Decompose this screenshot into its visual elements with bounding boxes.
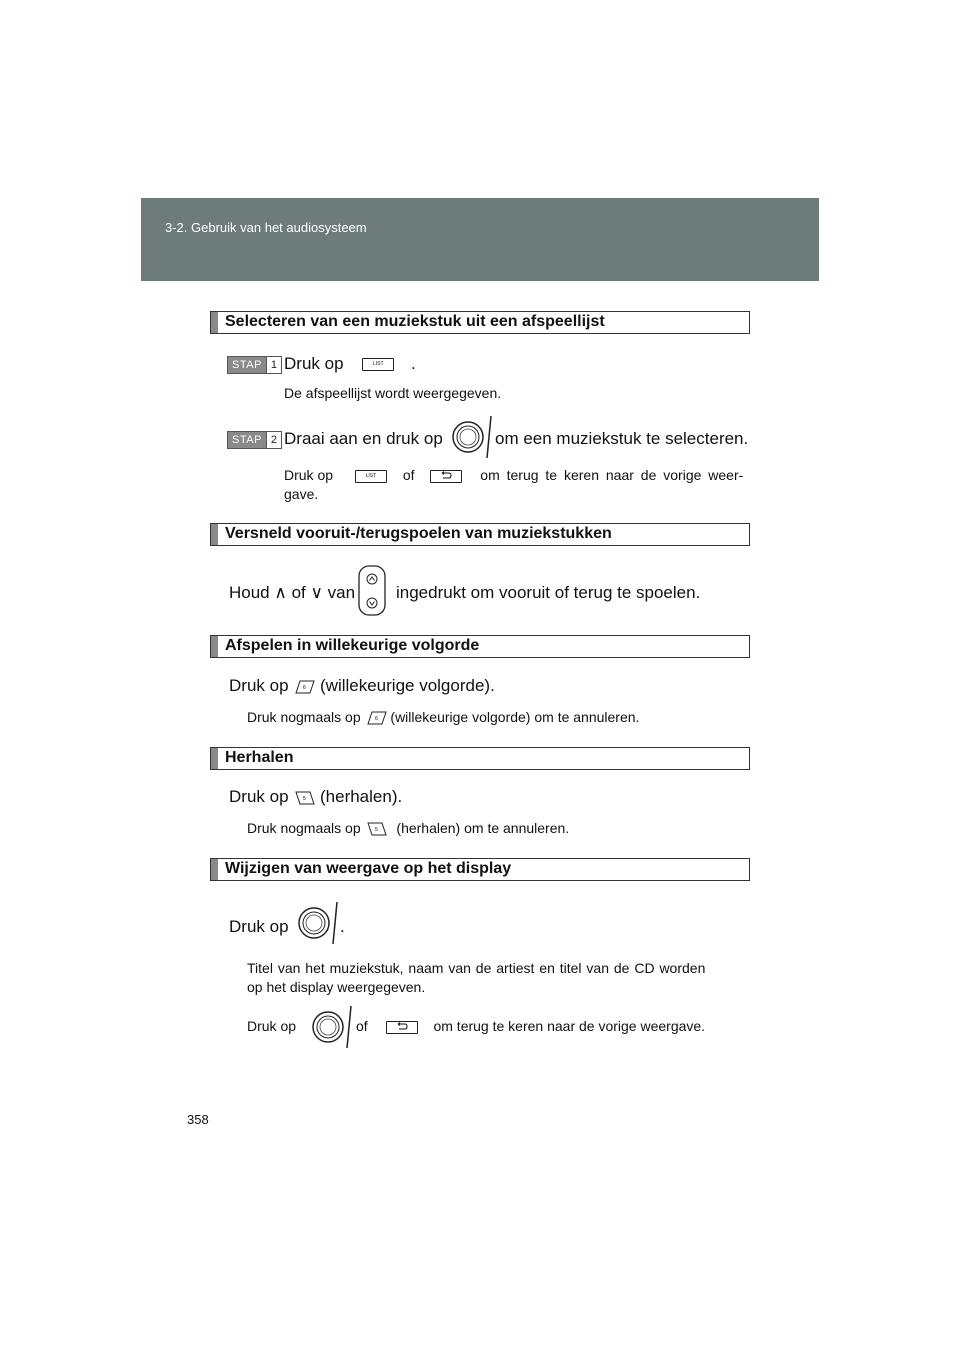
note-text: om terug te keren naar de vorige weer-: [480, 467, 744, 483]
back-button-icon: [430, 470, 462, 483]
step-number: 1: [266, 357, 281, 373]
tune-select-knob-icon: [448, 414, 494, 460]
step1-period: .: [411, 354, 416, 373]
section-title: Versneld vooruit-/terugspoelen van muziekstukken: [225, 525, 612, 542]
step2-note-line2: gave.: [284, 486, 319, 502]
seek-track-button-icon: [358, 565, 388, 617]
text: van: [327, 583, 356, 602]
step-word: STAP: [228, 432, 266, 448]
section-heading-playlist: [210, 311, 750, 334]
preset-6-button-icon: [295, 680, 315, 694]
text: (willekeurige volgorde) om te annuleren.: [390, 709, 640, 725]
text: Druk nogmaals op: [247, 709, 361, 725]
note-text: Druk op: [284, 467, 334, 483]
step1-text: Druk op: [284, 354, 344, 373]
seek-text-a: [229, 583, 355, 603]
text: Druk nogmaals op: [247, 820, 361, 836]
step1-line: [284, 354, 416, 374]
text: Houd: [229, 583, 270, 602]
step-badge-1: [227, 356, 282, 374]
repeat-line: [229, 787, 402, 807]
tune-select-knob-icon: [310, 1004, 356, 1050]
section-title: Wijzigen van weergave op het display: [225, 860, 512, 877]
section-title: Herhalen: [225, 749, 294, 766]
list-button-label: LIST: [365, 472, 377, 479]
note-of: of: [402, 467, 415, 483]
back-button-icon: [386, 1021, 418, 1034]
step2-text-a: Draai aan en druk op: [284, 429, 443, 448]
section-heading-repeat: [210, 747, 750, 770]
text: (herhalen) om te annuleren.: [396, 820, 570, 836]
up-symbol: ∧: [274, 583, 287, 602]
preset-6-label: 6: [374, 716, 378, 723]
display-text-a: Druk op: [229, 917, 289, 936]
display-note-1b: op het display weergegeven.: [247, 979, 426, 995]
seek-text-b: ingedrukt om vooruit of terug te spoelen.: [396, 583, 701, 602]
display-note-1a: Titel van het muziekstuk, naam van de artiest en titel van de CD worden: [247, 960, 706, 976]
list-button-icon: [355, 470, 387, 483]
chapter-title: 3-2. Gebruik van het audiosysteem: [165, 220, 367, 235]
preset-5-button-icon: [367, 822, 387, 836]
text: Druk op: [229, 676, 289, 695]
section-heading-display: [210, 858, 750, 881]
preset-5-label: 5: [374, 827, 378, 834]
preset-5-button-icon: [295, 791, 315, 805]
section-heading-seek: [210, 523, 750, 546]
step-number: 2: [266, 432, 281, 448]
step1-note: De afspeellijst wordt weergegeven.: [284, 385, 502, 401]
list-button-label: LIST: [372, 361, 384, 368]
text: of: [356, 1018, 368, 1034]
text: Druk op: [229, 787, 289, 806]
random-line: [229, 676, 495, 696]
text: (willekeurige volgorde).: [320, 676, 495, 695]
preset-6-button-icon: [367, 711, 387, 725]
step-badge-2: [227, 431, 282, 449]
section-title: Afspelen in willekeurige volgorde: [225, 637, 480, 654]
display-note-2a: Druk op: [247, 1018, 297, 1034]
section-heading-random: [210, 635, 750, 658]
step-word: STAP: [228, 357, 266, 373]
down-symbol: ∨: [310, 583, 323, 602]
repeat-note: [247, 820, 569, 836]
display-note-2-line: [356, 1018, 705, 1034]
tune-select-knob-icon: [296, 900, 342, 946]
preset-5-label: 5: [303, 795, 307, 802]
text: of: [291, 583, 306, 602]
list-button-icon: [362, 358, 394, 371]
text: (herhalen).: [320, 787, 403, 806]
page-number: 358: [187, 1112, 209, 1127]
random-note: [247, 709, 639, 725]
section-title: Selecteren van een muziekstuk uit een afspeellijst: [225, 313, 605, 330]
display-text-b: .: [340, 917, 345, 936]
step2-note-line1: [284, 467, 743, 483]
chapter-header: [141, 198, 819, 281]
step2-text-b: om een muziekstuk te selecteren.: [495, 429, 749, 448]
text: om terug te keren naar de vorige weergave.: [433, 1018, 706, 1034]
preset-6-label: 6: [303, 684, 307, 691]
